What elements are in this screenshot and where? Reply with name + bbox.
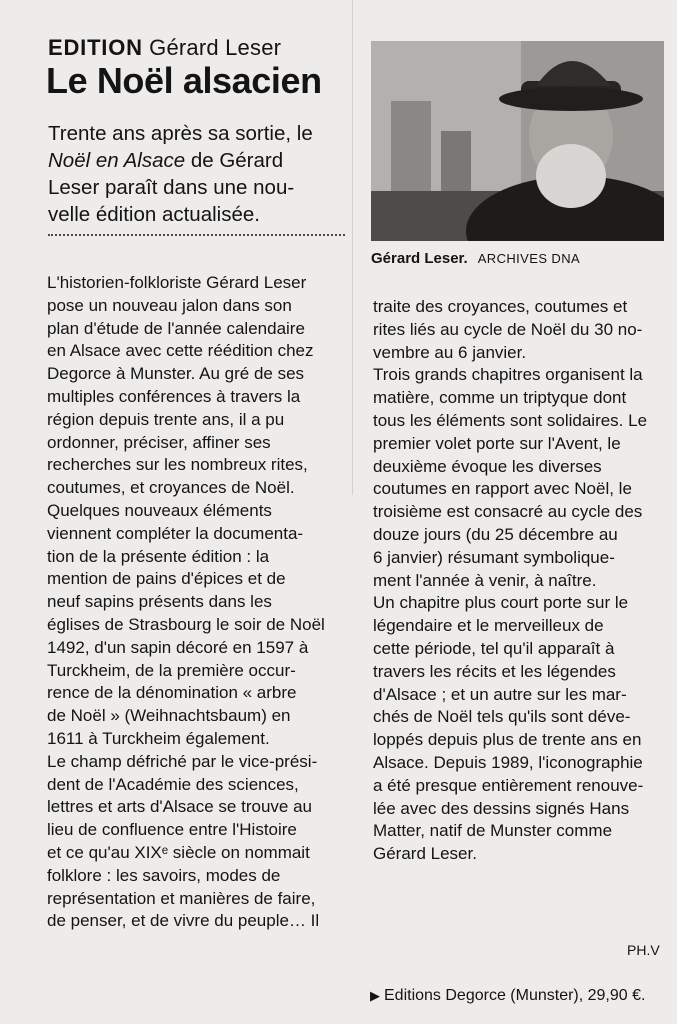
caption-name: Gérard Leser.	[371, 250, 468, 267]
dotted-separator	[48, 234, 345, 236]
standfirst-line: Trente ans après sa sortie, le	[48, 122, 313, 145]
body-line: en Alsace avec cette réédition chez	[47, 341, 314, 361]
body-line: vembre au 6 janvier.	[373, 342, 527, 362]
author-signature: PH.V	[627, 942, 660, 958]
publisher-footer	[370, 987, 645, 1005]
body-line: chés de Noël tels qu'ils sont déve-	[373, 707, 631, 727]
standfirst	[48, 120, 348, 228]
body-line: région depuis trente ans, il a pu	[47, 409, 285, 429]
body-line: multiples conférences à travers la	[47, 386, 301, 406]
triangle-bullet-icon: ▶	[370, 988, 380, 1003]
body-column-right	[373, 296, 673, 866]
body-line: matière, comme un triptyque dont	[373, 388, 627, 408]
body-line: Turckheim, de la première occur-	[47, 660, 296, 680]
body-line: coutumes, et croyances de Noël.	[47, 478, 295, 498]
body-line: rites liés au cycle de Noël du 30 no-	[373, 319, 643, 339]
body-line: Degorce à Munster. Au gré de ses	[47, 364, 305, 384]
body-line: et ce qu'au XIXᵉ siècle on nommait	[47, 842, 310, 862]
kicker-label: EDITION	[48, 35, 143, 60]
portrait-illustration	[371, 41, 664, 241]
body-line: deuxième évoque les diverses	[373, 456, 602, 476]
body-line: a été presque entièrement renouve-	[373, 775, 644, 795]
body-line: traite des croyances, coutumes et	[373, 297, 628, 316]
body-line: de Noël » (Weihnachtsbaum) en	[47, 706, 291, 726]
body-line: L'historien-folkloriste Gérard Leser	[47, 273, 307, 292]
author-photo	[371, 41, 664, 241]
body-line: 1611 à Turckheim également.	[47, 728, 270, 748]
standfirst-line: velle édition actualisée.	[48, 203, 260, 226]
column-rule	[352, 0, 353, 495]
body-line: lée avec des dessins signés Hans	[373, 798, 630, 818]
headline: Le Noël alsacien	[46, 60, 322, 101]
body-line: 1492, d'un sapin décoré en 1597 à	[47, 637, 309, 657]
body-line: cette période, tel qu'il apparaît à	[373, 638, 615, 658]
publisher-info: Editions Degorce (Munster), 29,90 €.	[384, 987, 646, 1004]
body-line: lettres et arts d'Alsace se trouve au	[47, 797, 312, 817]
standfirst-line: Leser paraît dans une nou-	[48, 176, 295, 199]
body-line: mention de pains d'épices et de	[47, 569, 286, 589]
body-line: loppés depuis plus de trente ans en	[373, 730, 642, 750]
body-line: plan d'étude de l'année calendaire	[47, 318, 305, 338]
body-line: Gérard Leser.	[373, 844, 477, 864]
body-line: représentation et manières de faire,	[47, 888, 316, 908]
body-line: d'Alsace ; et un autre sur les mar-	[373, 684, 627, 704]
body-line: ordonner, préciser, affiner ses	[47, 432, 271, 452]
body-line: douze jours (du 25 décembre au	[373, 524, 618, 544]
body-line: pose un nouveau jalon dans son	[47, 295, 292, 315]
standfirst-line	[48, 147, 348, 174]
body-line: Trois grands chapitres organisent la	[373, 365, 643, 385]
body-line: Quelques nouveaux éléments	[47, 500, 272, 520]
body-line: troisième est consacré au cycle des	[373, 502, 643, 522]
kicker-author: Gérard Leser	[149, 35, 282, 60]
body-line: coutumes en rapport avec Noël, le	[373, 479, 632, 499]
body-line: tion de la présente édition : la	[47, 546, 270, 566]
body-column-left	[47, 272, 347, 933]
body-line: Matter, natif de Munster comme	[373, 821, 613, 841]
body-line: Alsace. Depuis 1989, l'iconographie	[373, 752, 643, 772]
body-line: légendaire et le merveilleux de	[373, 616, 604, 636]
body-line: viennent compléter la documenta-	[47, 523, 304, 543]
body-line: dent de l'Académie des sciences,	[47, 774, 299, 794]
body-line: Le champ défriché par le vice-prési-	[47, 751, 318, 771]
photo-caption	[371, 250, 580, 267]
kicker	[48, 35, 281, 61]
body-line: tous les éléments sont solidaires. Le	[373, 410, 648, 430]
body-line: lieu de confluence entre l'Histoire	[47, 820, 297, 840]
body-line: 6 janvier) résumant symbolique-	[373, 547, 615, 567]
body-line: neuf sapins présents dans les	[47, 592, 272, 612]
body-line: rence de la dénomination « arbre	[47, 683, 297, 703]
body-line: Un chapitre plus court porte sur le	[373, 593, 629, 613]
body-line: folklore : les savoirs, modes de	[47, 865, 281, 885]
book-title: Noël en Alsace	[48, 149, 186, 172]
standfirst-fragment: de Gérard	[185, 149, 284, 172]
body-line: premier volet porte sur l'Avent, le	[373, 433, 621, 453]
body-line: travers les récits et les légendes	[373, 661, 616, 681]
caption-credit: ARCHIVES DNA	[477, 251, 581, 266]
body-line: églises de Strasbourg le soir de Noël	[47, 614, 325, 634]
body-line: ment l'année à venir, à naître.	[373, 570, 597, 590]
body-line: de penser, et de vivre du peuple… Il	[47, 911, 320, 931]
body-line: recherches sur les nombreux rites,	[47, 455, 308, 475]
